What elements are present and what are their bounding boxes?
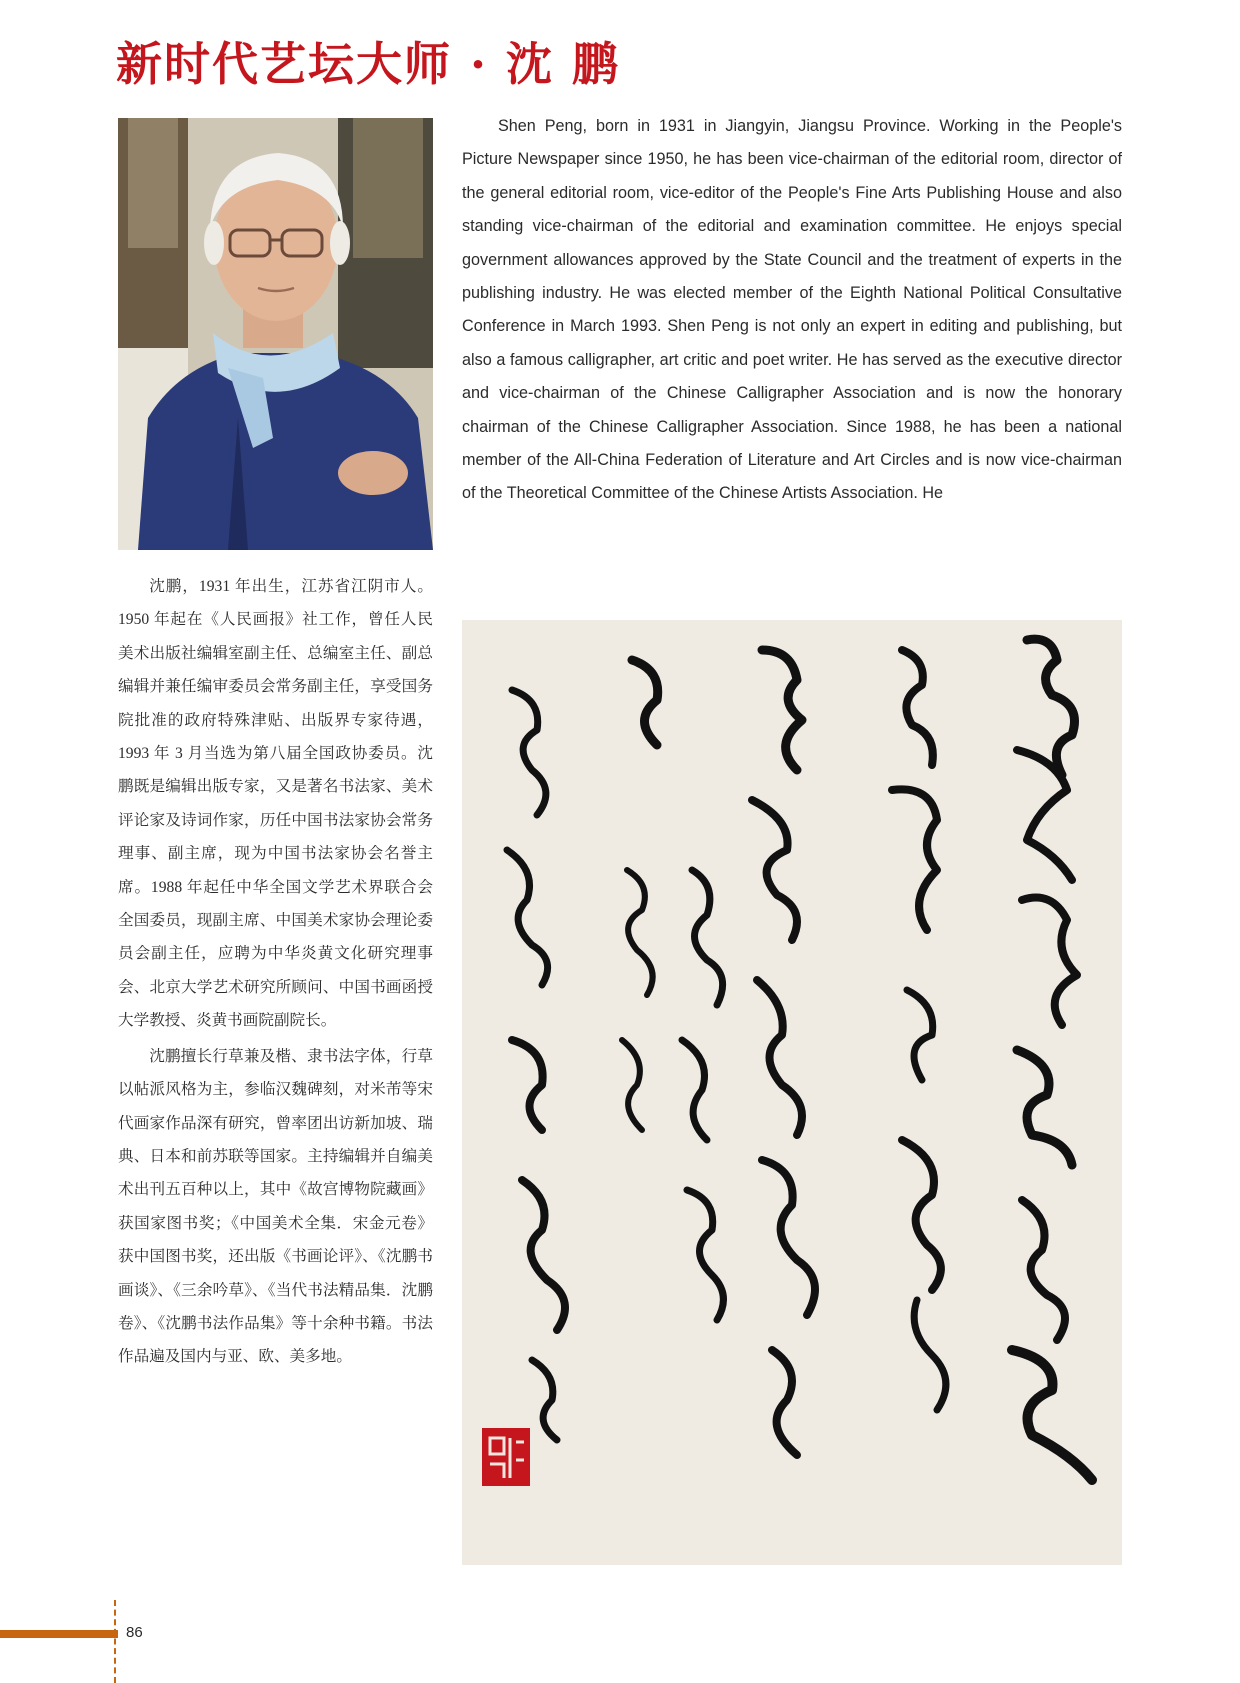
calligraphy-artwork [462,620,1122,1565]
english-bio-paragraph: Shen Peng, born in 1931 in Jiangyin, Jiangsu Province. Working in the People's Picture Newspaper since 1950, he has been vice-chairman of the editorial room, director of the general editorial room, vice-editor of the People's Fine Arts Publishing House and also standing vice-chairman of the editorial and examination committee. He enjoys special government allowances approved by the State Council and the treatment of experts in the publishing industry. He was elected member of the Eighth National Political Consultative Conference in March 1993. Shen Peng is not only an expert in editing and publishing, but also a famous calligrapher, art critic and poet writer. He has served as the executive director and vice-chairman of the Chinese Calligrapher Association and is now the honorary chairman of the Chinese Calligrapher Association. Since 1988, he has been a national member of the All-China Federation of Literature and Art Circles and is now vice-chairman of the Theoretical Committee of the Chinese Artists Association. He [462,117,1122,503]
page-title: 新时代艺坛大师 · 沈 鹏 [116,37,621,91]
chinese-biography [118,570,433,1376]
page-number: 86 [126,1624,143,1641]
chinese-bio-paragraph-2: 沈鹏擅长行草兼及楷、隶书法字体，行草以帖派风格为主，参临汉魏碑刻，对米芾等宋代画家作品深有研究，曾率团出访新加坡、瑞典、日本和前苏联等国家。主持编辑并自编美术出刊五百种以上，其中《故宫博物院藏画》获国家图书奖；《中国美术全集．宋金元卷》获中国图书奖，还出版《书画论评》、《沈鹏书画谈》、《三余吟草》、《当代书法精品集．沈鹏卷》、《沈鹏书法作品集》等十余种书籍。书法作品遍及国内与亚、欧、美多地。 [118,1047,433,1366]
portrait-photo [118,118,433,550]
chinese-bio-paragraph-1: 沈鹏，1931 年出生，江苏省江阴市人。1950 年起在《人民画报》社工作，曾任人民美术出版社编辑室副主任、总编室主任、副总编辑并兼任编审委员会常务副主任，享受国务院批准的政府特殊津贴、出版界专家待遇，1993 年 3 月当选为第八届全国政协委员。沈鹏既是编辑出版专家，又是著名书法家、美术评论家及诗词作家，历任中国书法家协会常务理事、副主席，现为中国书法家协会名誉主席。1988 年起任中华全国文学艺术界联合会全国委员，现副主席、中国美术家协会理论委员会副主任，应聘为中华炎黄文化研究理事会、北京大学艺术研究所顾问、中国书画函授大学教授、炎黄书画院副院长。 [118,578,433,1030]
english-biography [462,110,1122,511]
footer-divider [114,1600,116,1683]
footer-accent-bar [0,1630,118,1638]
